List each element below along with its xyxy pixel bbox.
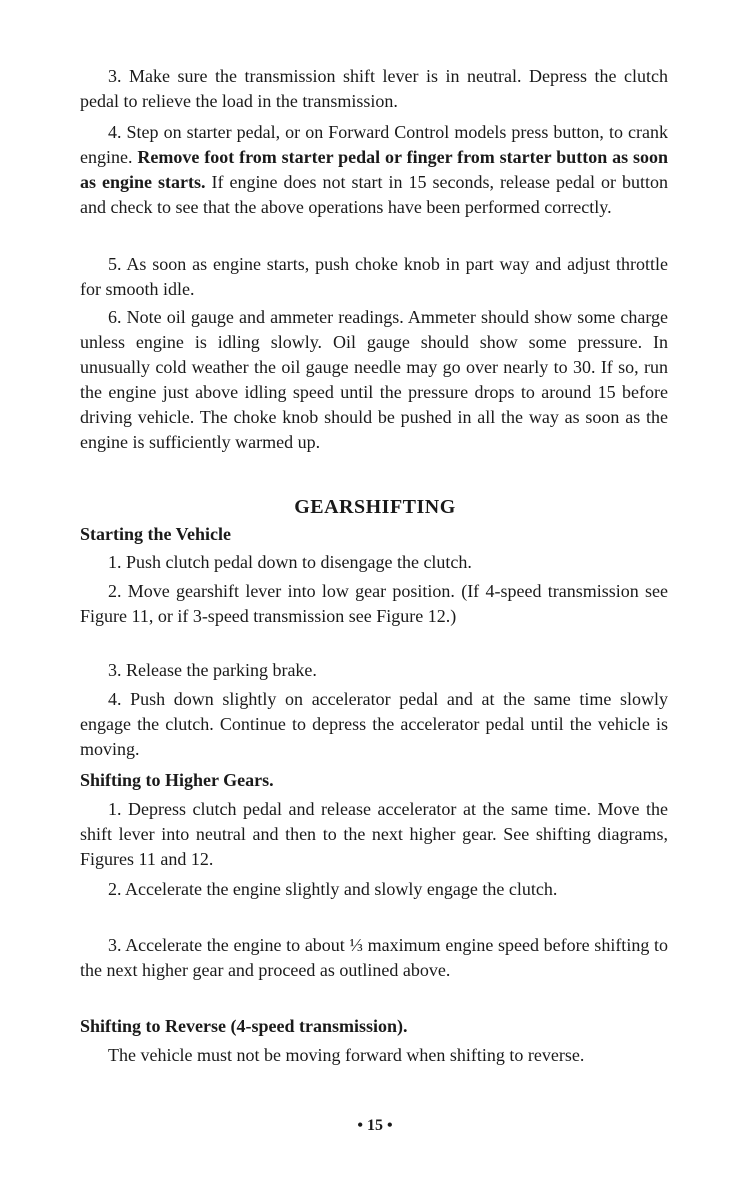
paragraph: 3. Make sure the transmission shift lever is in neutral. Depress the clutch pedal to relieve the load in the transmission. — [80, 66, 668, 111]
step: 1. Depress clutch pedal and release accelerator at the same time. Move the shift lever into neutral and then to the next higher gear. See shifting diagrams, Figures 11 and 12. — [80, 799, 668, 869]
step: 3. Accelerate the engine to about ⅓ maximum engine speed before shifting to the next higher gear and proceed as outlined above. — [80, 935, 668, 980]
subheading: Shifting to Reverse (4-speed transmission). — [80, 1016, 408, 1036]
warning-text: Remove foot from starter pedal or finger from starter button as soon as engine starts. — [80, 147, 668, 192]
paragraph: The vehicle must not be moving forward when shifting to reverse. — [108, 1045, 585, 1065]
step: 4. Push down slightly on accelerator pedal and at the same time slowly engage the clutch. Continue to depress the accelerator pedal until the vehicle is moving. — [80, 689, 668, 759]
paragraph — [80, 120, 668, 220]
page-number: • 15 • — [357, 1117, 393, 1134]
step: 2. Accelerate the engine slightly and slowly engage the clutch. — [108, 879, 558, 899]
paragraph: 6. Note oil gauge and ammeter readings. Ammeter should show some charge unless engine is idling slowly. Oil gauge should show some pressure. In unusually cold weather the oil gauge needle may go over nearly to 30. If so, run the engine just above idling speed until the pressure drops to around 15 before driving vehicle. The choke knob should be pushed in all the way as soon as the engine is sufficiently warmed up. — [80, 307, 668, 452]
paragraph: 5. As soon as engine starts, push choke knob in part way and adjust throttle for smooth idle. — [80, 254, 668, 299]
step: 3. Release the parking brake. — [108, 660, 317, 680]
step: 2. Move gearshift lever into low gear position. (If 4-speed transmission see Figure 11, or if 3-speed transmission see Figure 12.) — [80, 581, 668, 626]
subheading: Shifting to Higher Gears. — [80, 770, 274, 790]
subheading: Starting the Vehicle — [80, 524, 231, 544]
step: 1. Push clutch pedal down to disengage the clutch. — [108, 552, 472, 572]
text: If engine does not start in 15 seconds, release pedal or button and check to see that the above operations have been performed correctly. — [80, 172, 668, 217]
text: 4. Step on starter pedal, or on Forward Control models press button, to crank engine. — [80, 122, 668, 167]
section-title: GEARSHIFTING — [294, 496, 456, 518]
